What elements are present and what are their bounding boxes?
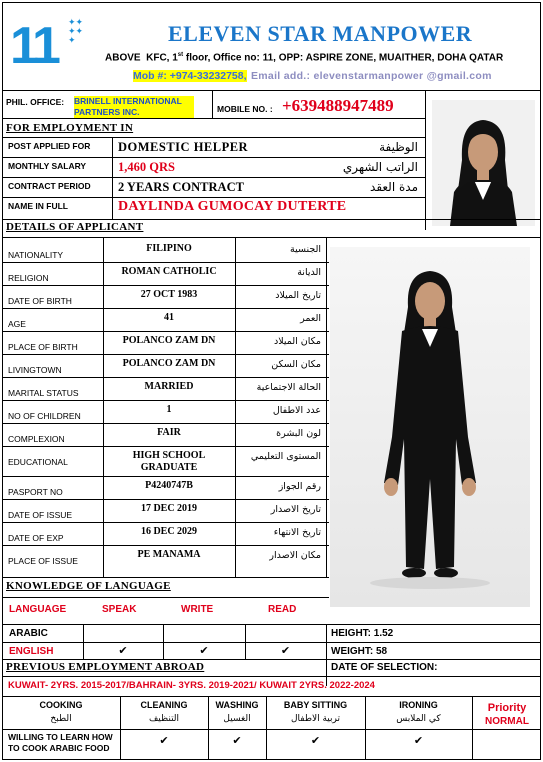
company-mobile: Mob #: +974-33232758, [133,70,247,82]
details-arabic: الجنسية [290,244,321,255]
details-value: FAIR [157,427,181,438]
details-label: NATIONALITY [8,250,64,260]
details-label: PLACE OF ISSUE [8,556,78,566]
details-arabic: عدد الاطفال [272,405,321,416]
details-arabic: مكان السكن [271,359,321,370]
details-value: ROMAN CATHOLIC [121,266,217,277]
logo-stars-icon: ✦✦ ✦✦ ✦ [68,17,84,45]
date-of-selection: DATE OF SELECTION: [331,662,438,673]
skill-header: CLEANING [140,700,188,710]
previous-employment-title: PREVIOUS EMPLOYMENT ABROAD [6,661,205,673]
details-label: PLACE OF BIRTH [8,342,78,352]
english-speak-check: ✔ [118,645,128,657]
logo [10,16,84,75]
baby-sitting-check: ✔ [310,735,321,747]
details-arabic: الحالة الاجتماعية [256,382,321,393]
company-address: ABOVE KFC, 1st floor, Office no: 11, OPP: ASPIRE ZONE, MUAITHER, DOHA QATAR [105,52,504,64]
details-value: 1 [166,404,172,415]
phil-office-label: PHIL. OFFICE: [6,97,65,107]
skill-header-arabic: كي الملابس [396,714,441,724]
details-arabic: مكان الميلاد [273,336,321,347]
logo-number: 11 [10,17,57,75]
skills-row-label: WILLING TO LEARN HOW TO COOK ARABIC FOOD [8,732,113,753]
details-arabic: رقم الجواز [278,481,321,492]
full-name-label: NAME IN FULL [8,201,68,211]
details-arabic: تاريخ الاصدار [270,504,321,515]
skill-header: WASHING [215,700,259,710]
details-value: PE MANAMA [137,549,201,560]
contract-period-value: 2 YEARS CONTRACT [118,180,244,194]
height-value: HEIGHT: 1.52 [331,628,394,639]
company-email: Email add.: elevenstarmanpower @gmail.com [250,70,492,82]
details-value: POLANCO ZAM DN [122,358,216,369]
details-label: LIVINGTOWN [8,365,62,375]
details-value: 41 [164,312,174,323]
details-section-title: DETAILS OF APPLICANT [6,221,144,233]
weight-value: WEIGHT: 58 [331,646,388,657]
skill-header: BABY SITTING [283,700,348,710]
details-value: HIGH SCHOOL GRADUATE [132,450,206,473]
details-arabic: لون البشرة [276,428,321,439]
details-arabic: تاريخ الميلاد [275,290,321,301]
priority-label: Priority [487,702,527,714]
skill-header: IRONING [399,700,438,710]
details-arabic: مكان الاصدار [269,550,321,561]
applicant-photo-small [432,100,535,226]
language-english-name: ENGLISH [9,646,54,657]
applicant-photo-full [330,247,530,607]
details-label: COMPLEXION [8,434,65,444]
details-arabic: تاريخ الانتهاء [273,527,321,538]
monthly-salary-label: MONTHLY SALARY [8,161,87,171]
language-section-title: KNOWLEDGE OF LANGUAGE [6,580,171,592]
language-header-speak: SPEAK [102,604,137,615]
monthly-salary-arabic: الراتب الشهري [342,160,418,174]
details-arabic: المستوى التعليمي [250,451,321,462]
previous-employment-history: KUWAIT- 2YRS. 2015-2017/BAHRAIN- 3YRS. 2019-2021/ KUWAIT 2YRS. 2022-2024 [8,680,375,691]
mobile-label: MOBILE NO. : [217,104,273,114]
details-arabic: الديانة [297,267,321,278]
language-header-write: WRITE [181,604,214,615]
cleaning-check: ✔ [159,735,169,747]
language-header-language: LANGUAGE [9,604,67,615]
details-value: P4240747B [145,480,193,491]
details-label: PASPORT NO [8,487,63,497]
ironing-check: ✔ [413,735,424,747]
skill-header-arabic: الطبخ [50,714,72,724]
company-name: ELEVEN STAR MANPOWER [168,21,473,46]
contact-line [133,66,533,84]
language-arabic-name: ARABIC [9,628,48,639]
english-write-check: ✔ [199,645,209,657]
employment-section-title: FOR EMPLOYMENT IN [6,122,134,134]
details-label: DATE OF BIRTH [8,296,72,306]
post-applied-value: DOMESTIC HELPER [118,140,249,154]
details-arabic: العمر [300,313,321,324]
contract-period-label: CONTRACT PERIOD [8,181,91,191]
priority-value: NORMAL [485,716,529,727]
skill-header-arabic: تربية الاطفال [290,714,340,724]
details-value: FILIPINO [146,243,192,254]
details-label: DATE OF EXP [8,533,64,543]
details-value: 17 DEC 2019 [140,503,198,514]
full-name-value: DAYLINDA GUMOCAY DUTERTE [118,199,347,214]
mobile-value: +639488947489 [282,96,394,115]
language-header-read: READ [268,604,297,615]
phil-office-value: BRINELL INTERNATIONAL PARTNERS INC. [74,96,194,118]
details-label: EDUCATIONAL [8,457,68,467]
monthly-salary-value: 1,460 QRS [118,160,175,174]
details-label: MARITAL STATUS [8,388,79,398]
post-applied-label: POST APPLIED FOR [8,141,91,151]
contract-period-arabic: مدة العقد [370,180,418,194]
skill-header-arabic: التنظيف [148,714,180,724]
skill-header: COOKING [39,700,83,710]
details-label: NO OF CHILDREN [8,411,81,421]
skill-header-arabic: الغسيل [223,714,251,724]
post-applied-arabic: الوظيفة [379,140,418,154]
details-value: POLANCO ZAM DN [122,335,216,346]
details-label: DATE OF ISSUE [8,510,73,520]
washing-check: ✔ [232,735,242,747]
details-value: 27 OCT 1983 [140,289,198,300]
english-read-check: ✔ [280,645,291,657]
details-label: AGE [8,319,26,329]
details-label: RELIGION [8,273,49,283]
details-value: MARRIED [144,381,194,392]
details-value: 16 DEC 2029 [140,526,198,537]
